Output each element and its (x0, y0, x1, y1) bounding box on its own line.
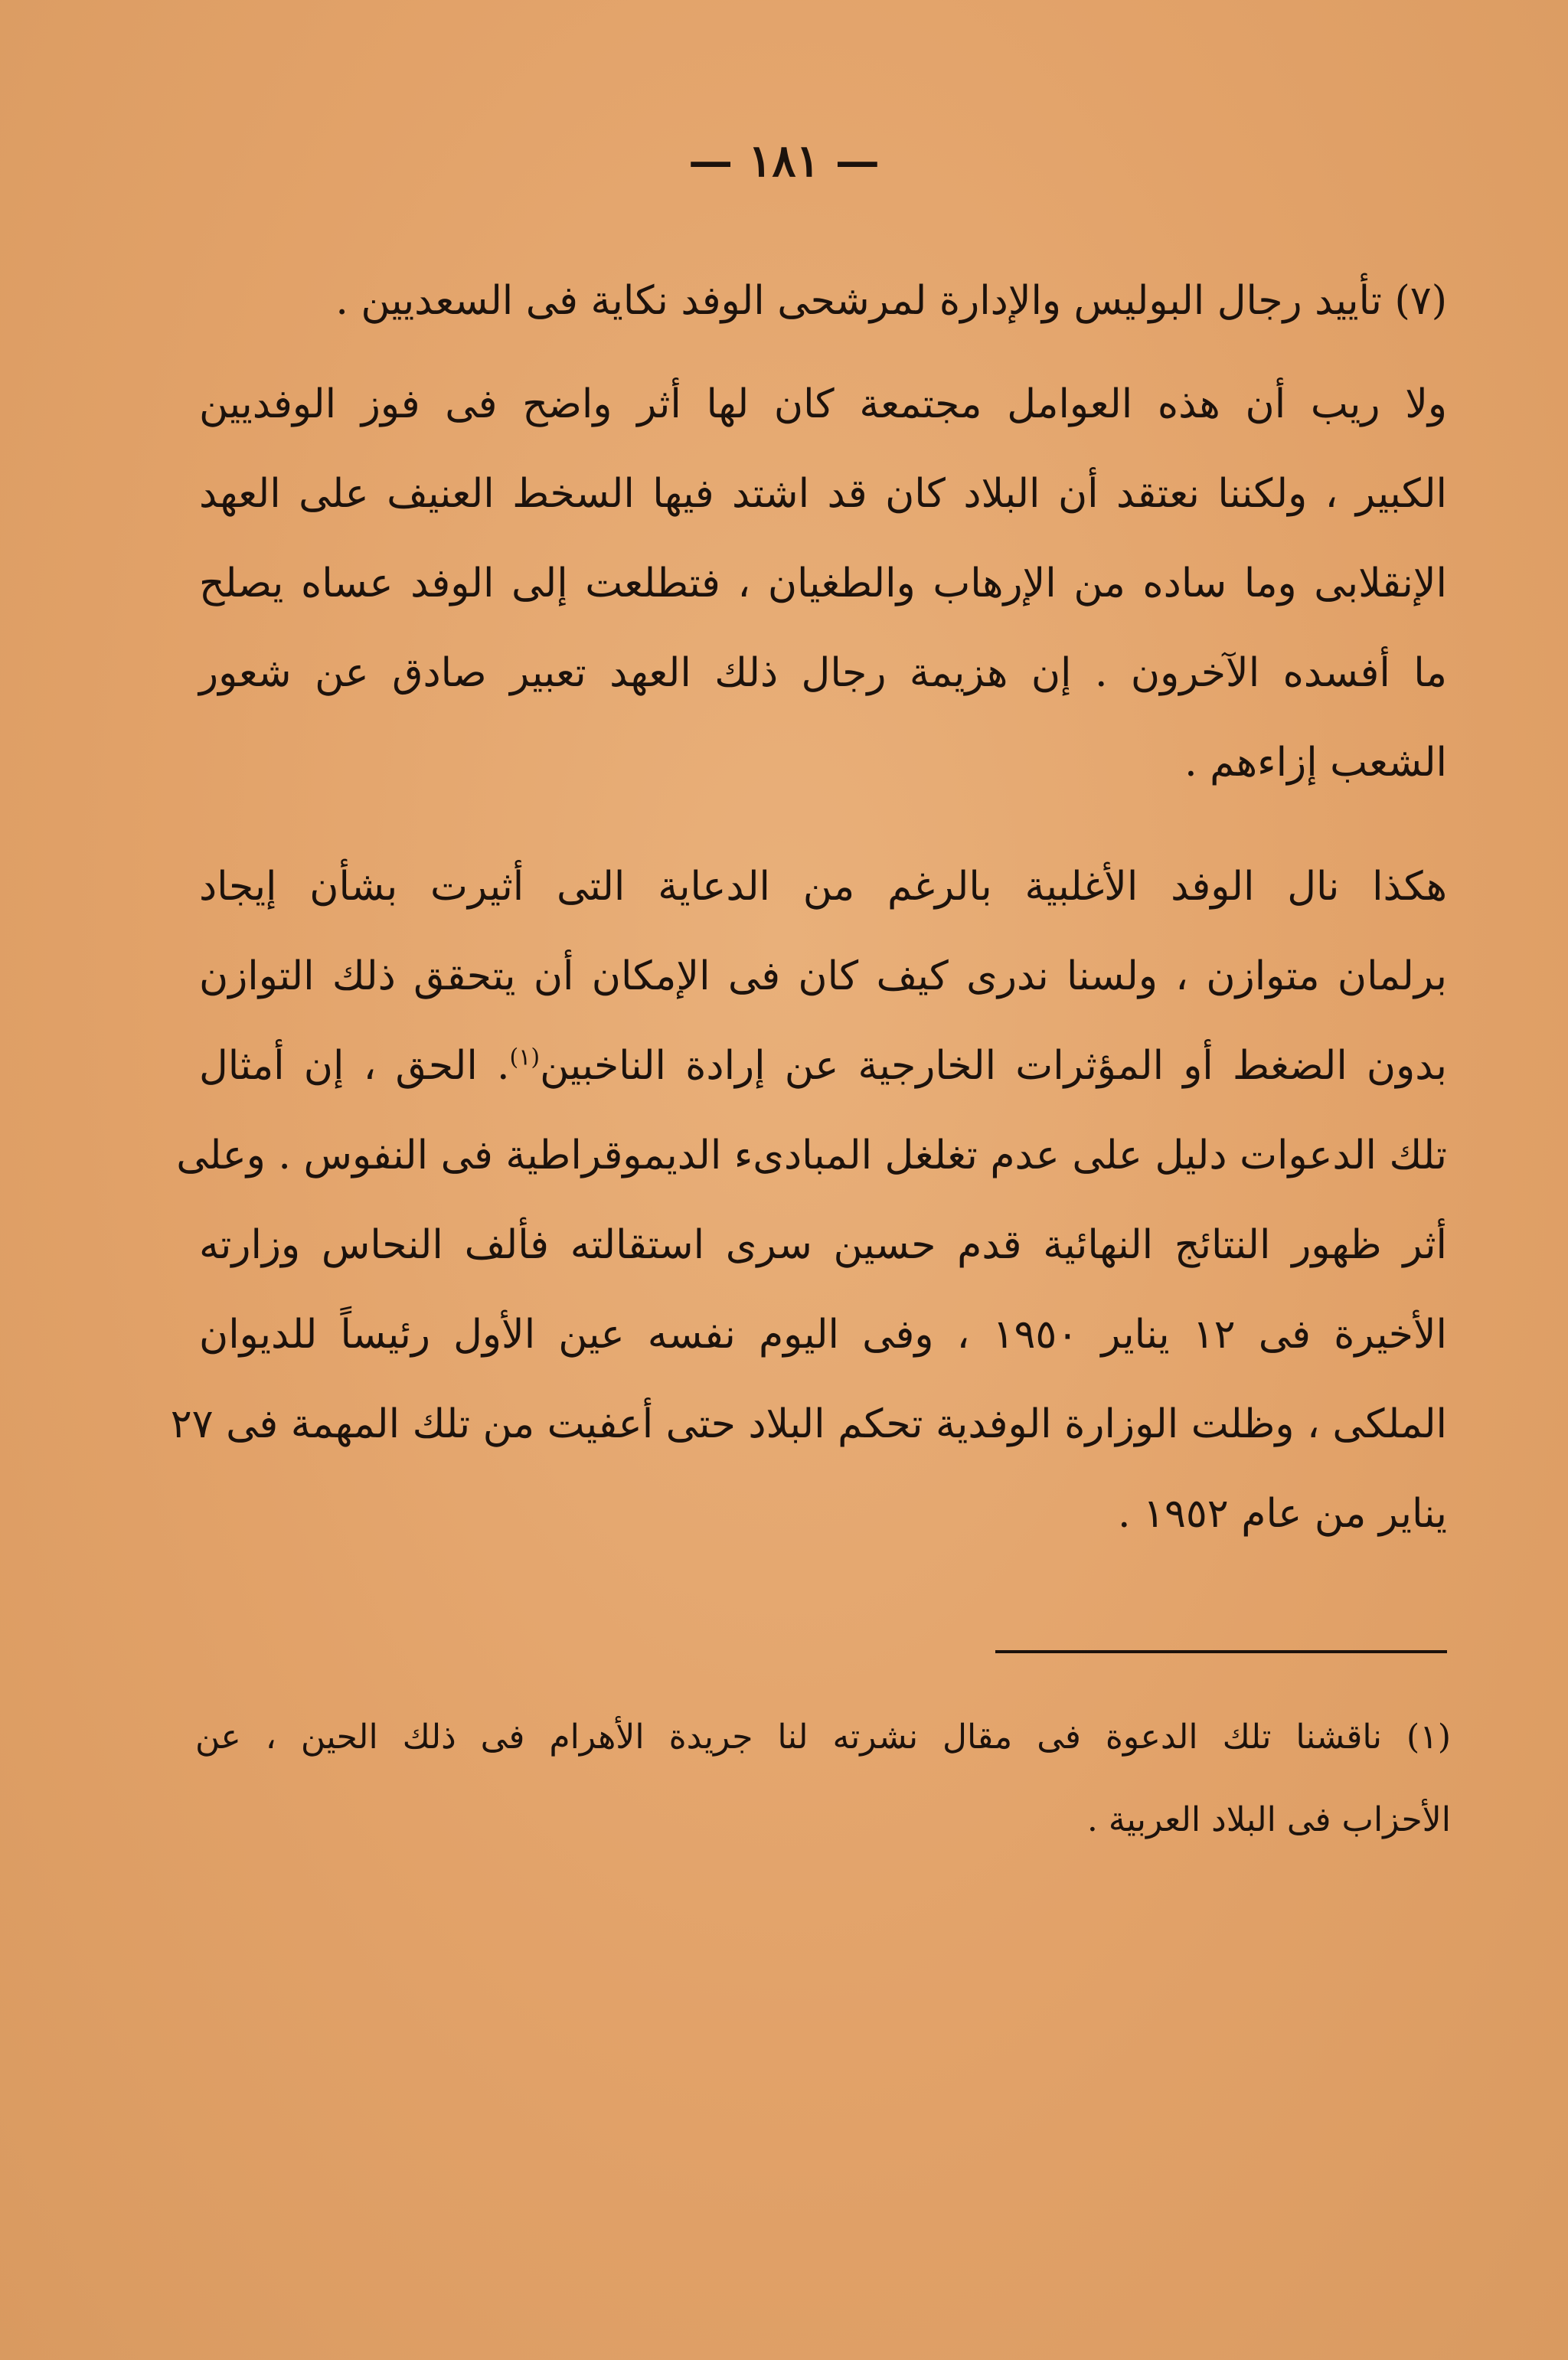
text-line: الإنقلابى وما ساده من الإرهاب والطغيان ، فتطلعت إلى الوفد عساه يصلح (199, 561, 1448, 606)
page-number: — ١٨١ — (688, 135, 880, 187)
list-item-7 (199, 257, 1447, 346)
footnote-separator (995, 1650, 1447, 1653)
text-segment: بدون الضغط أو المؤثرات الخارجية عن إرادة الناخبين (540, 1043, 1448, 1089)
text-line: هكذا نال الوفد الأغلبية بالرغم من الدعاية التى أثيرت بشأن إيجاد (199, 864, 1447, 910)
text-line: الملكى ، وظلت الوزارة الوفدية تحكم البلاد حتى أعفيت من تلك المهمة فى ٢٧ (170, 1401, 1447, 1447)
footnote-line: الأحزاب فى البلاد العربية . (1086, 1800, 1451, 1839)
text-line (199, 1021, 1447, 1111)
paragraph-2 (170, 842, 1448, 1559)
text-line: الكبير ، ولكننا نعتقد أن البلاد كان قد اشتد فيها السخط العنيف على العهد (199, 471, 1447, 517)
text-line: تلك الدعوات دليل على عدم تغلغل المبادىء الديموقراطية فى النفوس . وعلى (176, 1133, 1447, 1178)
paragraph-1 (199, 360, 1447, 808)
text-line: أثر ظهور النتائج النهائية قدم حسين سرى استقالته فألف النحاس وزارته (199, 1222, 1447, 1268)
text-line: (٧) تأييد رجال البوليس والإدارة لمرشحى الوفد نكاية فى السعديين . (335, 278, 1447, 324)
footnote (195, 1696, 1451, 1862)
footnote-marker: (١) (509, 1044, 541, 1071)
footnote-line: (١) ناقشنا تلك الدعوة فى مقال نشرته لنا جريدة الأهرام فى ذلك الحين ، عن (195, 1718, 1451, 1757)
text-line: برلمان متوازن ، ولسنا ندرى كيف كان فى الإمكان أن يتحقق ذلك التوازن (199, 953, 1447, 999)
text-line: الشعب إزاءهم . (1184, 740, 1447, 786)
text-line: يناير من عام ١٩٥٢ . (1117, 1491, 1447, 1537)
text-line: ما أفسده الآخرون . إن هزيمة رجال ذلك العهد تعبير صادق عن شعور (199, 650, 1447, 696)
text-segment: . الحق ، إن أمثال (199, 1043, 510, 1089)
text-line: الأخيرة فى ١٢ يناير ١٩٥٠ ، وفى اليوم نفسه عين الأول رئيساً للديوان (199, 1312, 1447, 1358)
text-line: ولا ريب أن هذه العوامل مجتمعة كان لها أثر واضح فى فوز الوفديين (199, 381, 1447, 427)
